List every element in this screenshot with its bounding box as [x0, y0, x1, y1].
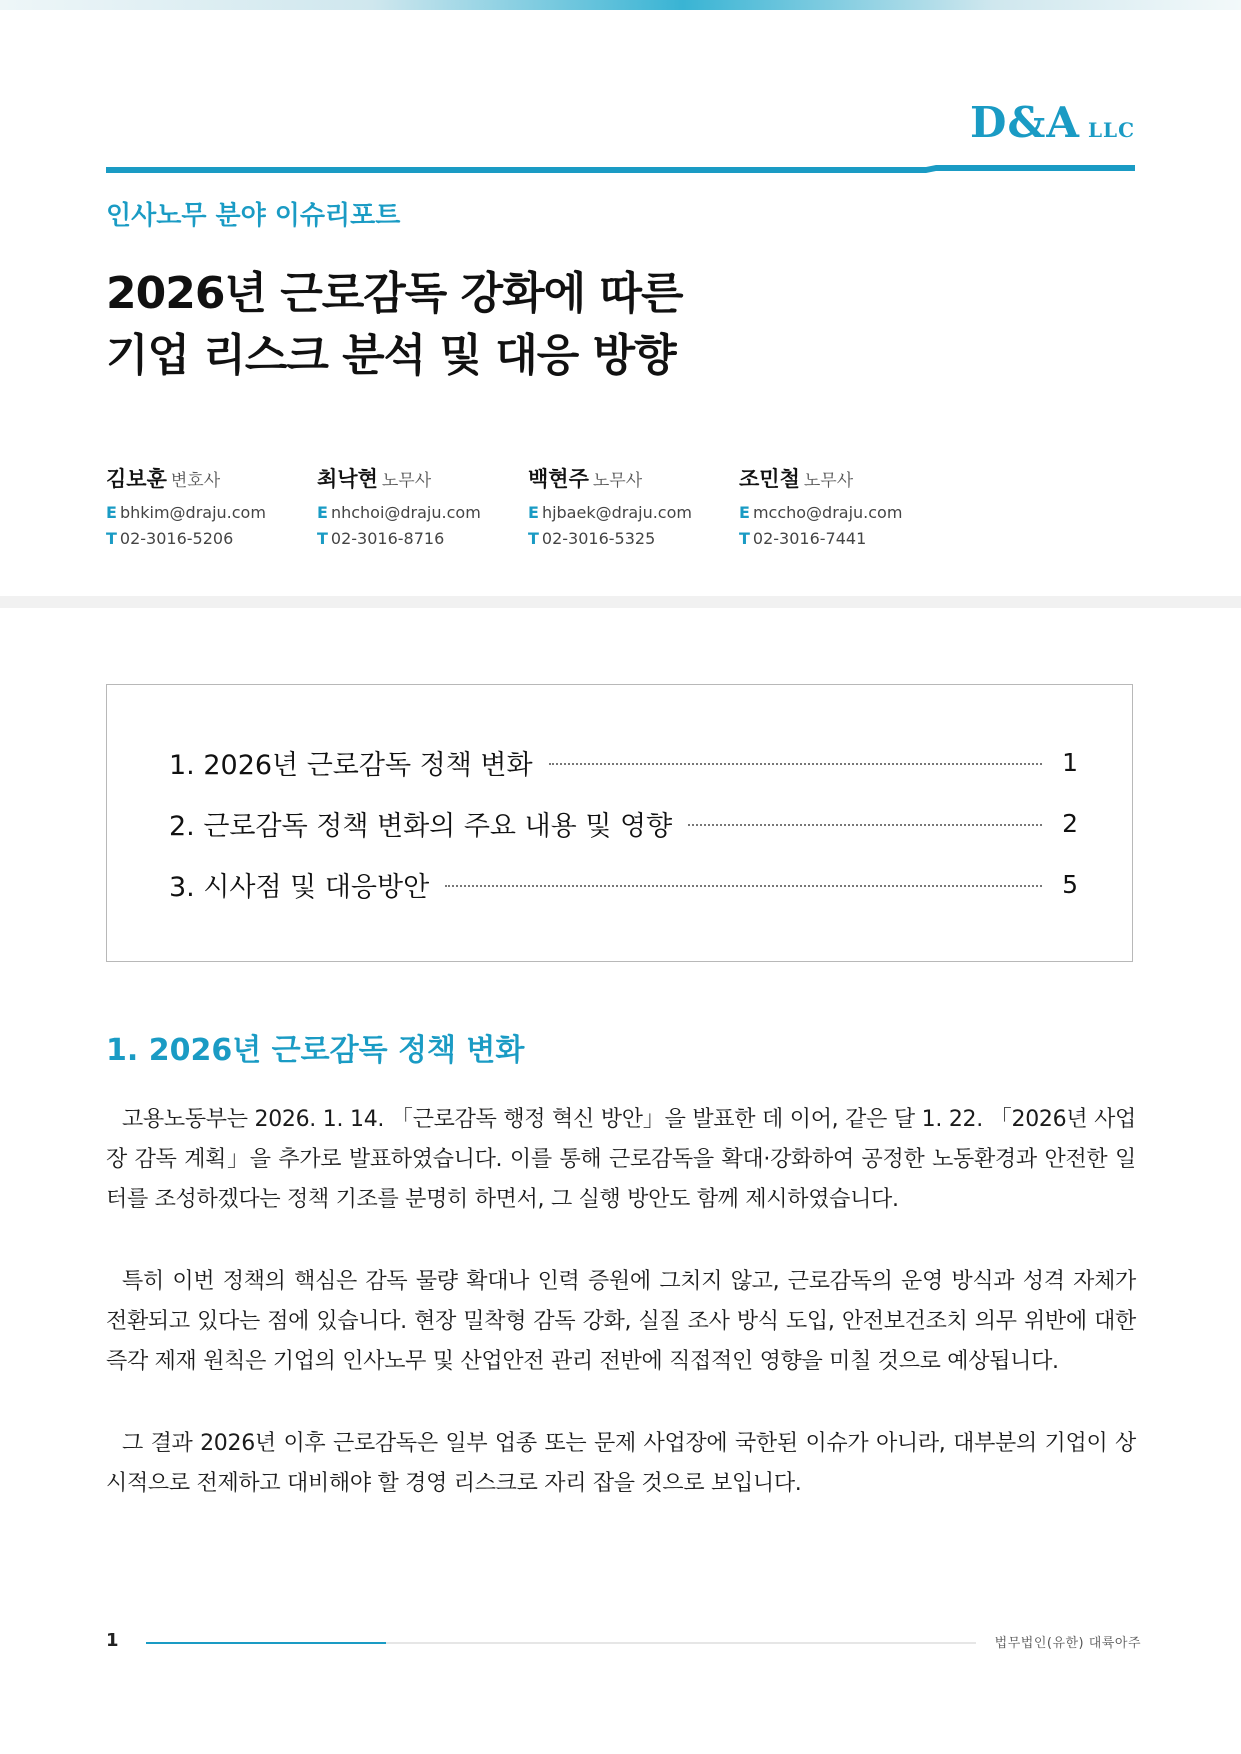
body-paragraph: 특히 이번 정책의 핵심은 감독 물량 확대나 인력 증원에 그치지 않고, 근로감독의 운영 방식과 성격 자체가 전환되고 있다는 점에 있습니다. 현장 밀착형 감독 강화, 실질 조사 방식 도입, 안전보건조치 의무 위반에 대한 즉각 제재 원칙은 기업의 인사노무 및 산업안전 관리 전반에 직접적인 영향을 미칠 것으로 예상됩니다.	[106, 1269, 1136, 1374]
logo-sub-text: LLC	[1087, 118, 1135, 142]
toc-item[interactable]	[169, 867, 1078, 901]
author-role: 변호사	[170, 471, 221, 491]
email-label: E	[317, 503, 328, 522]
top-decorative-band	[0, 0, 1241, 10]
author-tel: 02-3016-8716	[330, 529, 445, 548]
section-separator	[0, 596, 1241, 608]
logo-main-text: D&A	[970, 98, 1080, 147]
tel-label: T	[528, 529, 539, 548]
toc-item-label: 3. 시사점 및 대응방안	[169, 871, 430, 903]
toc-leader-dots	[445, 885, 1042, 887]
firm-logo	[970, 98, 1135, 147]
toc-page-number: 2	[1062, 808, 1078, 838]
toc-leader-dots	[549, 763, 1042, 765]
author-card	[528, 463, 728, 547]
footer-firm-name: 법무법인(유한) 대륙아주	[994, 1636, 1141, 1651]
email-label: E	[106, 503, 117, 522]
toc-leader-dots	[688, 824, 1042, 826]
page-number: 1	[106, 1630, 119, 1651]
author-name: 김보훈	[106, 467, 167, 491]
author-name: 백현주	[528, 467, 589, 491]
toc-item-label: 2. 근로감독 정책 변화의 주요 내용 및 영향	[169, 810, 673, 842]
author-email[interactable]: bhkim@draju.com	[119, 503, 266, 522]
toc-item[interactable]	[169, 806, 1078, 840]
toc-item[interactable]	[169, 745, 1078, 779]
report-title	[106, 263, 682, 387]
email-label: E	[528, 503, 539, 522]
toc-page-number: 1	[1062, 747, 1078, 777]
author-tel: 02-3016-5206	[119, 529, 234, 548]
report-category: 인사노무 분야 이슈리포트	[106, 201, 401, 231]
body-paragraph: 고용노동부는 2026. 1. 14. 「근로감독 행정 혁신 방안」을 발표한 데 이어, 같은 달 1. 22. 「2026년 사업장 감독 계획」을 추가로 발표하였습니다. 이를 통해 근로감독을 확대·강화하여 공정한 노동환경과 안전한 일터를 조성하겠다는 정책 기조를 분명히 하면서, 그 실행 방안도 함께 제시하였습니다.	[106, 1107, 1136, 1212]
author-card	[317, 463, 517, 547]
toc-item-label: 1. 2026년 근로감독 정책 변화	[169, 749, 533, 781]
author-tel: 02-3016-7441	[752, 529, 867, 548]
header-rule	[106, 164, 1135, 176]
report-title-line1: 2026년 근로감독 강화에 따른	[106, 268, 683, 319]
author-role: 노무사	[803, 471, 854, 491]
author-card	[739, 463, 939, 547]
author-email[interactable]: nhchoi@draju.com	[330, 503, 481, 522]
email-label: E	[739, 503, 750, 522]
author-email[interactable]: mccho@draju.com	[752, 503, 903, 522]
author-role: 노무사	[592, 471, 643, 491]
body-paragraph: 그 결과 2026년 이후 근로감독은 일부 업종 또는 문제 사업장에 국한된 이슈가 아니라, 대부분의 기업이 상시적으로 전제하고 대비해야 할 경영 리스크로 자리 잡을 것으로 보입니다.	[106, 1431, 1136, 1496]
table-of-contents	[106, 684, 1133, 962]
author-name: 최낙현	[317, 467, 378, 491]
tel-label: T	[106, 529, 117, 548]
toc-page-number: 5	[1062, 869, 1078, 899]
tel-label: T	[317, 529, 328, 548]
author-tel: 02-3016-5325	[541, 529, 656, 548]
author-role: 노무사	[381, 471, 432, 491]
section-heading: 1. 2026년 근로감독 정책 변화	[106, 1033, 525, 1068]
tel-label: T	[739, 529, 750, 548]
author-card	[106, 463, 306, 547]
author-name: 조민철	[739, 467, 800, 491]
report-title-line2: 기업 리스크 분석 및 대응 방향	[106, 330, 676, 381]
footer-rule	[146, 1641, 976, 1645]
author-email[interactable]: hjbaek@draju.com	[541, 503, 692, 522]
